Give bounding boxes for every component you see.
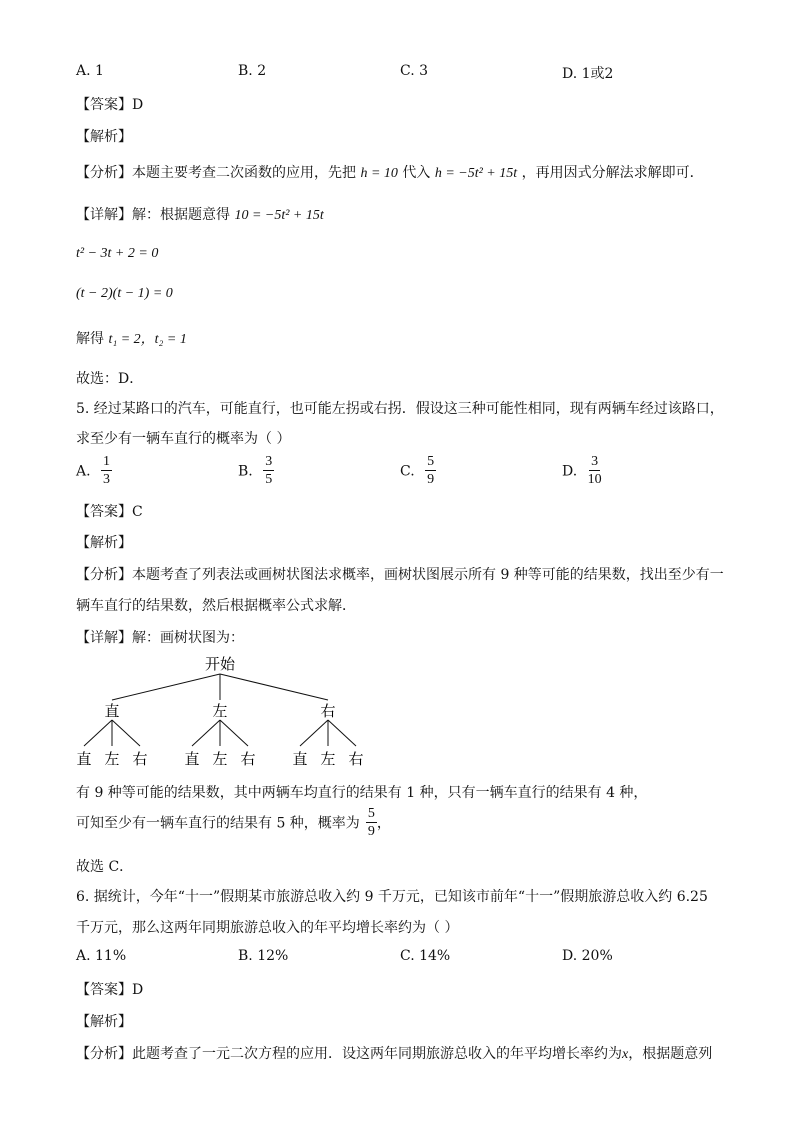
numerator: 3 — [591, 454, 599, 469]
analysis-text — [76, 162, 704, 182]
denominator: 5 — [265, 472, 273, 487]
analysis-post: ，再用因式分解法求解即可． — [521, 165, 704, 181]
q5-option-d — [562, 454, 602, 489]
denominator: 9 — [427, 472, 435, 487]
tree-l1-node: 右 — [320, 702, 336, 720]
tree-l2-node: 左 — [320, 750, 336, 768]
step-3-pre: 解得 — [76, 331, 104, 347]
result-post: ， — [376, 815, 391, 832]
tree-diagram — [70, 650, 380, 772]
tree-l2-node: 直 — [76, 750, 92, 768]
detail-pre: 【详解】解：根据题意得 — [76, 207, 230, 223]
tree-l2-node: 右 — [240, 750, 256, 768]
analysis-condition: h = 10 — [360, 166, 398, 181]
option-d: D. 1或2 — [562, 66, 614, 82]
analysis-pre: 【分析】本题主要考查二次函数的应用，先把 — [76, 165, 356, 181]
step-3 — [76, 328, 187, 348]
q5-result-line1: 有 9 种等可能的结果数，其中两辆车均直行的结果有 1 种，只有一辆车直行的结果有 4 种， — [76, 785, 648, 801]
q6-analysis-pre: 【分析】此题考查了一元二次方程的应用．设这两年同期旅游总收入的年平均增长率约为 — [76, 1046, 622, 1062]
detail-line — [76, 204, 324, 224]
answer-label: 【答案】D — [76, 97, 144, 113]
tree-l2-node: 左 — [104, 750, 120, 768]
result-fraction — [366, 806, 377, 841]
denominator: 3 — [103, 472, 111, 487]
q6-stem-line1: 6. 据统计，今年“十一”假期某市旅游总收入约 9 千万元，已知该市前年“十一”假期旅游总收入约 6.25 — [76, 889, 708, 905]
analysis-formula: h = −5t² + 15t — [434, 166, 518, 181]
q5-option-c — [400, 454, 436, 489]
fraction — [101, 454, 112, 489]
fraction — [263, 454, 274, 489]
q5-conclusion: 故选 C． — [76, 859, 134, 875]
analysis-title: 【解析】 — [76, 129, 132, 145]
tree-l2-node: 右 — [132, 750, 148, 768]
detail-formula: 10 = −5t² + 15t — [234, 208, 324, 223]
q6-answer: 【答案】D — [76, 982, 144, 998]
q6-analysis-title: 【解析】 — [76, 1014, 132, 1030]
q6-option-b: B. 12% — [238, 948, 289, 964]
option-label: A. — [76, 463, 91, 480]
variable-x: x — [622, 1047, 629, 1062]
option-b: B. 2 — [238, 63, 267, 79]
tree-l1-node: 直 — [104, 702, 120, 720]
q5-analysis-line1: 【分析】本题考查了列表法或画树状图法求概率，画树状图展示所有 9 种等可能的结果数，找出至少有一 — [76, 567, 724, 583]
step-2: (t − 2)(t − 1) = 0 — [76, 286, 173, 301]
denominator: 10 — [587, 472, 602, 487]
analysis-mid: 代入 — [402, 165, 431, 181]
tree-l2-node: 左 — [212, 750, 228, 768]
q4-conclusion: 故选：D． — [76, 371, 144, 387]
fraction — [588, 454, 602, 489]
step-3-roots: t₁ = 2，t₂ = 1 — [108, 332, 187, 347]
option-label: D. — [562, 463, 578, 480]
option-c: C. 3 — [400, 63, 429, 79]
tree-l2-node: 直 — [184, 750, 200, 768]
option-label: B. — [238, 463, 253, 480]
option-a: A. 1 — [76, 63, 104, 79]
q5-option-b — [238, 454, 274, 489]
q5-answer: 【答案】C — [76, 504, 143, 520]
option-label: C. — [400, 463, 415, 480]
q6-option-d: D. 20% — [562, 948, 613, 964]
fraction — [425, 454, 436, 489]
q6-option-c: C. 14% — [400, 948, 451, 964]
numerator: 3 — [265, 454, 273, 469]
tree-root: 开始 — [204, 655, 236, 673]
q5-detail: 【详解】解：画树状图为： — [76, 630, 244, 646]
q5-result-line2 — [76, 806, 391, 841]
q5-option-a — [76, 454, 112, 489]
q6-stem-line2: 千万元，那么这两年同期旅游总收入的年平均增长率约为（ ） — [76, 920, 459, 936]
q6-analysis — [76, 1043, 712, 1063]
q5-stem-line1: 5. 经过某路口的汽车，可能直行，也可能左拐或右拐．假设这三种可能性相同，现有两辆车经过该路口， — [76, 401, 724, 417]
tree-l1-node: 左 — [212, 702, 228, 720]
q6-option-a: A. 11% — [76, 948, 127, 964]
step-1: t² − 3t + 2 = 0 — [76, 246, 159, 261]
numerator: 1 — [103, 454, 111, 469]
q5-stem-line2: 求至少有一辆车直行的概率为（ ） — [76, 431, 291, 447]
tree-l2-node: 右 — [348, 750, 364, 768]
result-pre: 可知至少有一辆车直行的结果有 5 种，概率为 — [76, 815, 360, 832]
numerator: 5 — [367, 806, 375, 821]
tree-l2-node: 直 — [292, 750, 308, 768]
numerator: 5 — [427, 454, 435, 469]
q6-analysis-post: ，根据题意列 — [628, 1046, 713, 1062]
denominator: 9 — [367, 824, 375, 839]
q5-analysis-line2: 辆车直行的结果数，然后根据概率公式求解． — [76, 598, 356, 614]
q5-analysis-title: 【解析】 — [76, 535, 132, 551]
